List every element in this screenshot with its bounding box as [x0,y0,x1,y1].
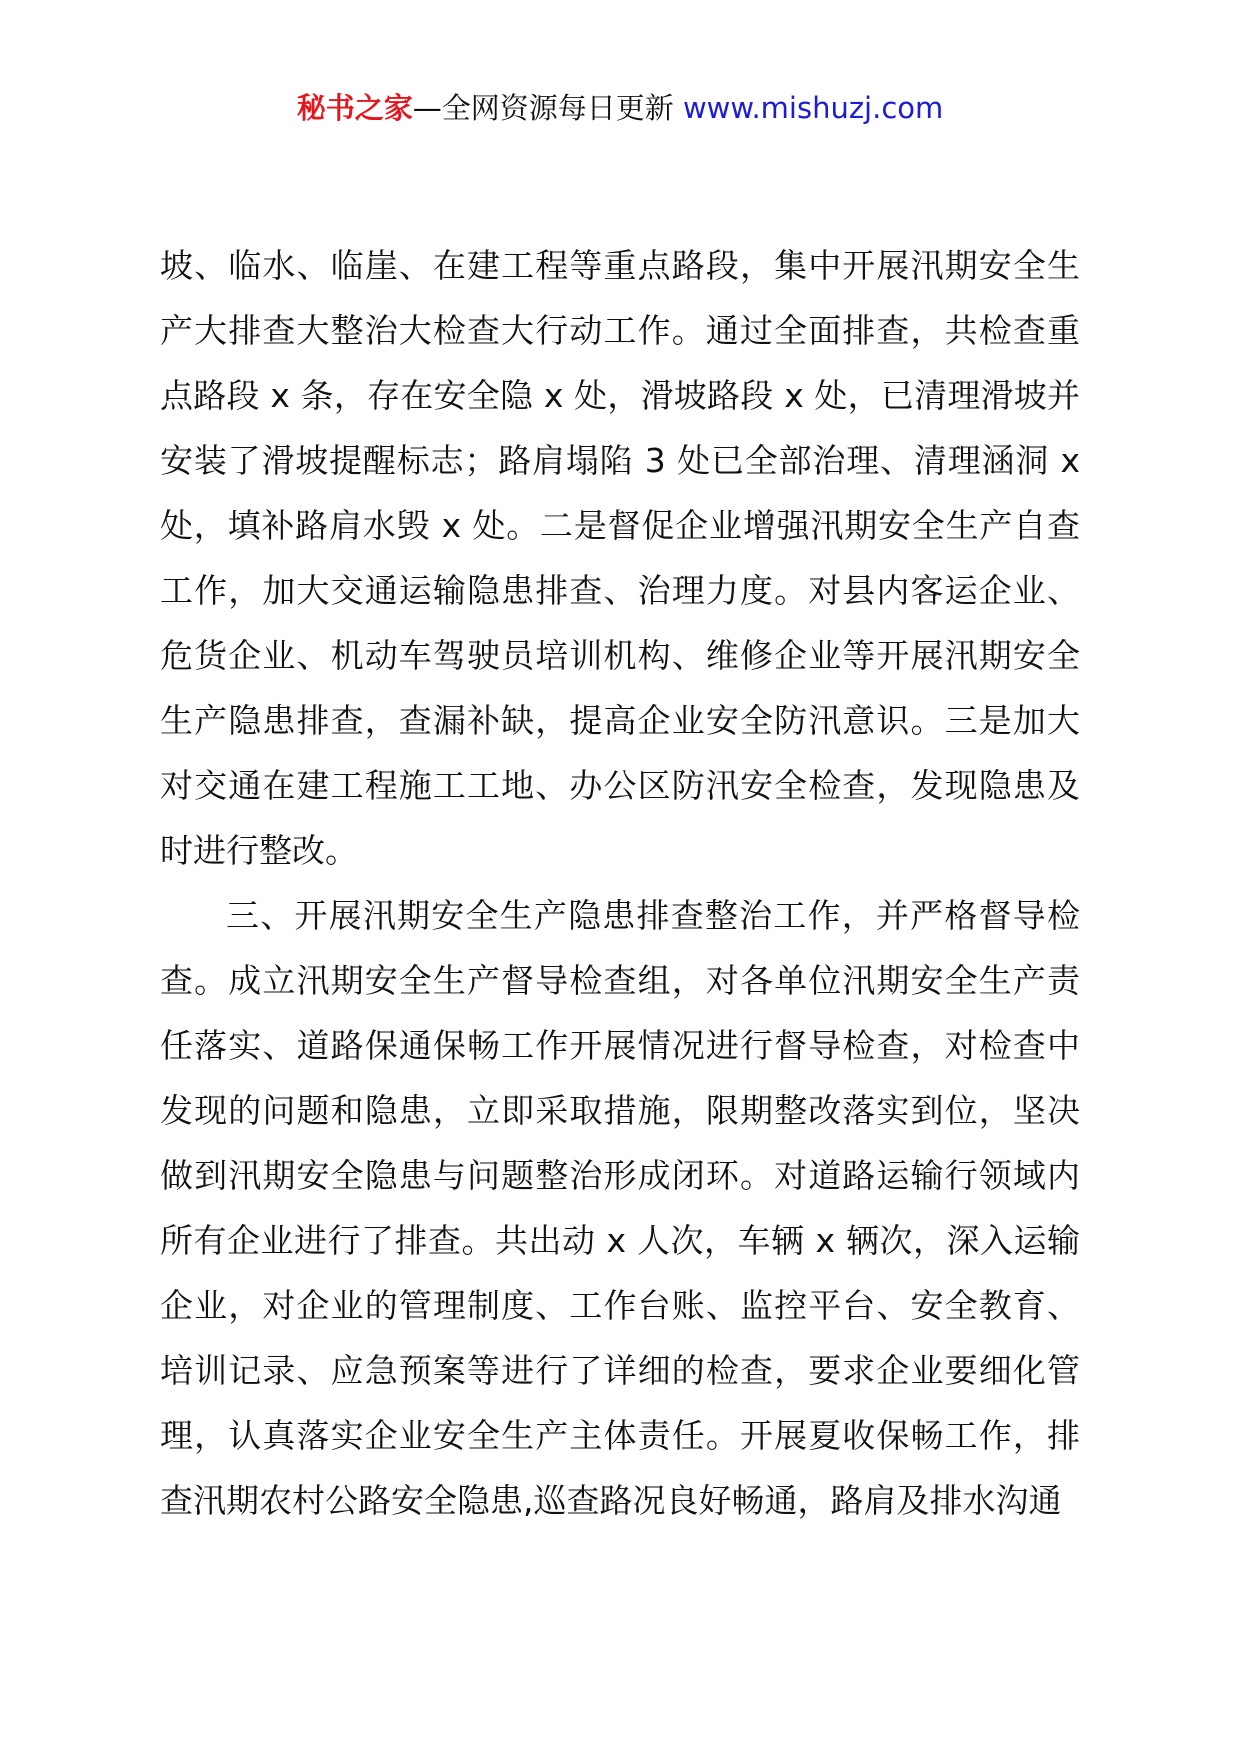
header-tagline: —全网资源每日更新 [412,91,674,125]
page-header [0,88,1240,128]
document-body [160,233,1080,1533]
body-paragraph-section-three: 三、开展汛期安全生产隐患排查整治工作，并严格督导检查。成立汛期安全生产督导检查组，对各单位汛期安全生产责任落实、道路保通保畅工作开展情况进行督导检查，对检查中发现的问题和隐患，立即采取措施，限期整改落实到位，坚决做到汛期安全隐患与问题整治形成闭环。对道路运输行领域内所有企业进行了排查。共出动 x 人次，车辆 x 辆次，深入运输企业，对企业的管理制度、工作台账、监控平台、安全教育、培训记录、应急预案等进行了详细的检查，要求企业要细化管理，认真落实企业安全生产主体责任。开展夏收保畅工作，排查汛期农村公路安全隐患,巡查路况良好畅通，路肩及排水沟通 [160,896,1080,1520]
body-paragraph-continued: 坡、临水、临崖、在建工程等重点路段，集中开展汛期安全生产大排查大整治大检查大行动工作。通过全面排查，共检查重点路段 x 条，存在安全隐 x 处，滑坡路段 x 处，已清理滑坡并安装了滑坡提醒标志；路肩塌陷 3 处已全部治理、清理涵洞 x 处，填补路肩水毁 x 处。二是督促企业增强汛期安全生产自查工作，加大交通运输隐患排查、治理力度。对县内客运企业、危货企业、机动车驾驶员培训机构、维修企业等开展汛期安全生产隐患排查，查漏补缺，提高企业安全防汛意识。三是加大对交通在建工程施工工地、办公区防汛安全检查，发现隐患及时进行整改。 [160,246,1080,870]
site-url-link[interactable]: www.mishuzj.com [682,91,944,125]
site-name: 秘书之家 [296,91,413,125]
